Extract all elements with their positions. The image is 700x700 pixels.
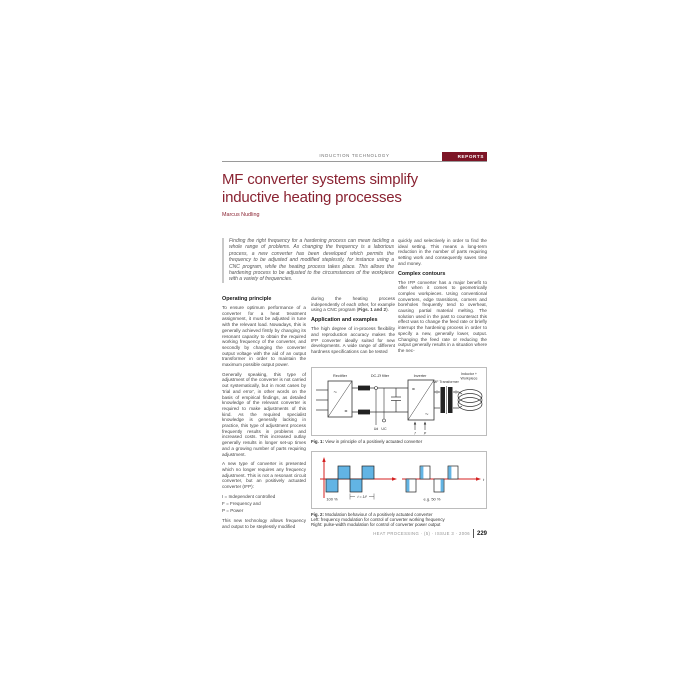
control-input-arrows <box>415 423 425 430</box>
duty-50-label: e.g. 50 % <box>423 496 441 502</box>
inverter-ac-symbol: ~ <box>425 412 429 418</box>
column-middle <box>311 296 395 359</box>
paragraph: quickly and selectively in order to find the ideal setting. This means a long-term reduction in the number of parts requiring setting work and consequently saves time and money. <box>398 238 487 266</box>
footer-divider <box>473 529 474 538</box>
pulse-width-modulation-plot <box>402 466 485 502</box>
three-phase-input-lines <box>316 390 328 410</box>
rectifier-ac-symbol: ~ <box>333 390 338 396</box>
inductor-label-line2: Workpiece <box>460 376 478 381</box>
column-left <box>222 296 306 533</box>
dc-inductor-bottom <box>358 410 370 415</box>
figure-2-caption-label: Fig. 2: <box>311 512 324 517</box>
figure-1-caption <box>311 439 487 444</box>
modulation-waveforms <box>312 452 488 508</box>
duty-100-label: 100 % <box>326 496 338 502</box>
figure-2-modulation-diagram <box>311 451 487 509</box>
paragraph: This new technology allows frequency and output to be steplessly modified <box>222 517 306 529</box>
time-label: t <box>483 477 485 482</box>
junction-node <box>375 387 378 390</box>
paragraph <box>311 296 395 313</box>
y-axis-arrowhead <box>322 457 325 462</box>
paragraph: A new type of converter is presented which no longer requires any frequency adjustment. This is not a resonant circuit converter, but an positively actuated converter (IFP): <box>222 461 306 490</box>
full-width-pulses <box>326 466 374 492</box>
transformer-terminal <box>436 391 438 393</box>
figure-2-caption-text: Modulation behaviour of a positively actuated converter <box>323 512 433 517</box>
figure-1-circuit-diagram <box>311 367 487 436</box>
rectifier-dc-symbol: = <box>344 409 348 415</box>
transformer-primary-winding <box>441 387 446 413</box>
figure-reference: Figs. 1 and 2 <box>358 307 387 313</box>
mf-transformer-label: MF Transformer <box>433 380 459 384</box>
paragraph: The IFP converter has a major benefit to offer when it comes to geometrically complex workpieces. Using conventional converters, edge transitions, corners and boreholes frequently tend to overheat, causing partial material melting. The solution used in the past to counteract this effect was to change the feed rate or briefly interrupt the hardening process in order to specify a new, generally lower, output. Changing the feed rate or reducing the output generally results in a situation where the nec- <box>398 279 487 353</box>
column-right <box>398 238 487 358</box>
heading-application-examples: Application and examples <box>311 317 378 324</box>
figure-2-caption-line2: Left: frequency modulation for control of converter working frequency <box>311 517 445 523</box>
list-item: F = Frequency and <box>222 501 261 506</box>
transformer-secondary-winding <box>448 387 453 413</box>
page-title: MF converter systems simplify inductive heating processes <box>222 171 418 206</box>
arrowhead-p <box>424 422 426 425</box>
header-rule <box>222 161 487 162</box>
frequency-modulation-plot <box>320 457 397 502</box>
arrowhead-f <box>414 422 416 425</box>
time-axis-arrowhead <box>476 477 481 480</box>
figure-1-caption-label: Fig. 1: <box>311 439 324 444</box>
period-label: t = 1/f <box>357 495 367 499</box>
ifp-definition-list <box>222 494 306 514</box>
author-name: Marcus Nudling <box>222 212 260 218</box>
dc-inductor-top <box>358 386 370 391</box>
figure-1-caption-text: View in principle of a positively actuated converter <box>323 439 423 444</box>
paragraph: The high degree of in-process flexibility and reproduction accuracy makes the IFP converter ideally suited for new developments. A wide range of different hardness specifications can be tested <box>311 326 395 354</box>
heading-operating-principle: Operating principle <box>222 296 272 302</box>
uc-label: UC <box>381 427 387 431</box>
list-item: P = Power <box>222 508 244 514</box>
dc-link-rails <box>352 388 408 412</box>
heading-complex-contours: Complex contours <box>398 270 446 277</box>
inverter-label: Inverter <box>413 374 427 378</box>
dc-link-capacitor <box>391 388 401 412</box>
transformer-terminal <box>455 391 457 393</box>
reports-badge: REPORTS <box>442 152 487 161</box>
page-footer <box>373 529 487 538</box>
section-kicker: INDUCTION TECHNOLOGY <box>319 153 390 158</box>
uc-node <box>383 419 386 422</box>
time-axis-arrowhead <box>392 477 397 480</box>
paragraph-text: during the heating process independently of each other, for example using a CNC program ( <box>311 296 395 313</box>
magazine-page <box>222 150 487 550</box>
article-abstract: Finding the right frequency for a hardening process can mean tackling a whole range of problems. As changing the frequency is a laborious process, a new converter has been developed which permits the frequency to be adjusted and modified steplessly, for instance using a CNC program, while the heating process takes place. This allows the hardening process to be adjusted to the circumstances of the workpiece with a variety of frequencies. <box>222 238 394 283</box>
converter-schematic <box>312 368 488 436</box>
inverter-dc-symbol: = <box>412 387 415 393</box>
inductor-label-line1: Inductor + <box>460 372 478 376</box>
paragraph: To ensure optimum performance of a converter for a heat treatment assignment, it must be adjusted in tune with the relevant load. Nowadays, this is generally achieved firstly by changing its resonant capacity to obtain the required working frequency of the converter, and secondly by changing the converter output voltage with the aid of an output transformer in order to maintain the maximum possible output power. <box>222 305 306 368</box>
figure-2-caption-line3: Right: pulse-width modulation for control of converter power output <box>311 522 441 528</box>
rectifier-label: Rectifier <box>333 374 347 378</box>
figure-2-caption <box>311 512 487 528</box>
frequency-input-label: f <box>414 431 416 436</box>
paragraph-text: ). <box>386 307 389 313</box>
rectifier-diagonal <box>328 381 352 417</box>
journal-imprint: HEAT PROCESSING · (5) · ISSUE 3 · 2006 <box>373 531 470 536</box>
power-input-label: P <box>423 431 427 436</box>
paragraph: Generally speaking, this type of adjustment of the converter is not carried out systematically, but in most cases by 'trial and error', in other words on the basis of empirical findings, as detailed knowledge of the relevant converter is required to make adjustments of this kind. As the required specialist knowledge is generally lacking in practice, this type of adjustment process frequently results in problems and increased costs. This increased outlay generally results in longer set-up times and a growing number of parts requiring adjustment. <box>222 371 306 457</box>
dc-filter-label: DC-Zf filter <box>370 374 390 378</box>
ud-label: Ud <box>373 427 379 431</box>
list-item: I = Independent controlled <box>222 493 276 499</box>
workpiece-coil <box>458 390 482 411</box>
inverter-diagonal <box>408 380 434 420</box>
page-number: 229 <box>476 530 487 537</box>
